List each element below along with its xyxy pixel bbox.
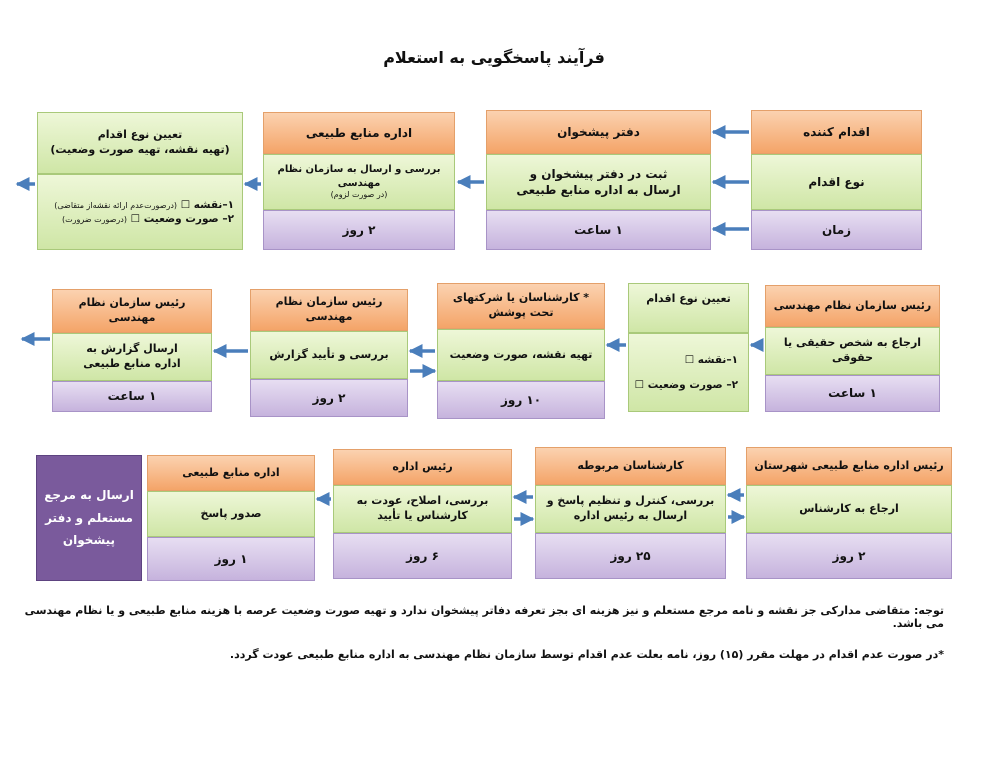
row2-col5-time: ۱ ساعت xyxy=(52,381,212,412)
row2-col2-option1-label: ۱–نقشه xyxy=(697,354,738,367)
row3-final-line1: ارسال به مرجع xyxy=(44,487,134,502)
row2-col4-time: ۲ روز xyxy=(250,379,408,417)
checkbox-icon: ☐ xyxy=(684,354,695,367)
row3-col1-time: ۲ روز xyxy=(746,533,952,579)
row2-col3-action: تهیه نقشه، صورت وضعیت xyxy=(437,329,605,381)
row2-col4-action: بررسی و تأیید گزارش xyxy=(250,331,408,379)
row3-col3-action-line2: کارشناس یا تأیید xyxy=(377,509,468,522)
row3-col1-header: رئیس اداره منابع طبیعی شهرستان xyxy=(746,447,952,485)
row1-col2-action-line1: ثبت در دفتر پیشخوان و xyxy=(529,166,668,181)
row2-col3-header: * کارشناسان یا شرکتهای تحت پوشش xyxy=(437,283,605,329)
row1-col3-time: ۲ روز xyxy=(263,210,455,250)
note-1: توجه: متقاضی مدارکی جز نقشه و نامه مرجع مستعلم و نیز هزینه ای بجز تعرفه دفاتر پیشخوان ندارد و تهیه صورت وضعیت عرصه با هزینه منابع طبیعی و یا نظام مهندسی می باشد. xyxy=(24,604,944,630)
note-2: *در صورت عدم اقدام در مهلت مقرر (۱۵) روز، نامه بعلت عدم اقدام توسط سازمان نظام مهندسی به اداره منابع طبیعی عودت گردد. xyxy=(229,648,944,661)
row3-col3-action-line1: بررسی، اصلاح، عودت به xyxy=(356,494,489,508)
checkbox-icon: ☐ xyxy=(634,378,645,391)
row3-col1-action: ارجاع به کارشناس xyxy=(746,485,952,533)
row1-col4-option2-note: (درصورت ضرورت) xyxy=(61,215,127,224)
checkbox-icon: ☐ xyxy=(130,213,141,225)
row2-col3-time: ۱۰ روز xyxy=(437,381,605,419)
row2-col4-header: رئیس سازمان نظام مهندسی xyxy=(250,289,408,331)
row2-col1-header: رئیس سازمان نظام مهندسی xyxy=(765,285,940,327)
row2-col2-header: تعیین نوع اقدام xyxy=(628,283,749,333)
row1-col4-header-line2: (تهیه نقشه، تهیه صورت وضعیت) xyxy=(50,143,230,156)
row1-col4-option1-note: (درصورت‌عدم ارائه نقشه‌از متقاضی) xyxy=(54,200,178,210)
row3-col4-header: اداره منابع طبیعی xyxy=(147,455,315,491)
row1-col3-action-text: بررسی و ارسال به سازمان نظام مهندسی xyxy=(277,164,441,189)
row3-col4-action: صدور پاسخ xyxy=(147,491,315,537)
row2-col2-option2-label: ۲– صورت وضعیت xyxy=(647,378,738,391)
row2-col5-action-line2: اداره منابع طبیعی xyxy=(83,357,181,370)
row1-col4-option1-label: ۱–نقشه xyxy=(193,198,234,211)
row3-final-line3: پیشخوان xyxy=(62,533,116,548)
row3-col2-time: ۲۵ روز xyxy=(535,533,726,579)
row3-col2-action-line1: بررسی، کنترل و تنظیم پاسخ و xyxy=(546,494,715,508)
row3-col2-header: کارشناسان مربوطه xyxy=(535,447,726,485)
checkbox-icon: ☐ xyxy=(180,198,191,211)
row1-col1-time: زمان xyxy=(751,210,922,250)
row1-col1-header: اقدام کننده xyxy=(751,110,922,154)
page-title: فرآیند پاسخگویی به استعلام xyxy=(383,48,605,67)
row1-col3-header: اداره منابع طبیعی xyxy=(263,112,455,154)
row1-col4-option2-label: ۲– صورت وضعیت xyxy=(143,213,234,225)
row3-col3-time: ۶ روز xyxy=(333,533,512,579)
row1-col2-action-line2: ارسال به اداره منابع طبیعی xyxy=(516,183,681,197)
row1-col3-action-note: (در صورت لزوم) xyxy=(330,190,388,200)
row3-col3-header: رئیس اداره xyxy=(333,449,512,485)
row3-col2-action-line2: ارسال به رئیس اداره xyxy=(573,509,688,522)
row2-col1-action: ارجاع به شخص حقیقی یا حقوقی xyxy=(765,327,940,375)
row3-final-line2: مستعلم و دفتر xyxy=(45,510,133,525)
row2-col5-action-line1: ارسال گزارش به xyxy=(86,342,178,356)
row1-col4-header-line1: تعیین نوع اقدام xyxy=(97,128,183,142)
row2-col1-time: ۱ ساعت xyxy=(765,375,940,412)
row2-col5-header: رئیس سازمان نظام مهندسی xyxy=(52,289,212,333)
row1-col1-action: نوع اقدام xyxy=(751,154,922,210)
row1-col2-time: ۱ ساعت xyxy=(486,210,711,250)
row1-col2-header: دفتر پیشخوان xyxy=(486,110,711,154)
row3-col4-time: ۱ روز xyxy=(147,537,315,581)
